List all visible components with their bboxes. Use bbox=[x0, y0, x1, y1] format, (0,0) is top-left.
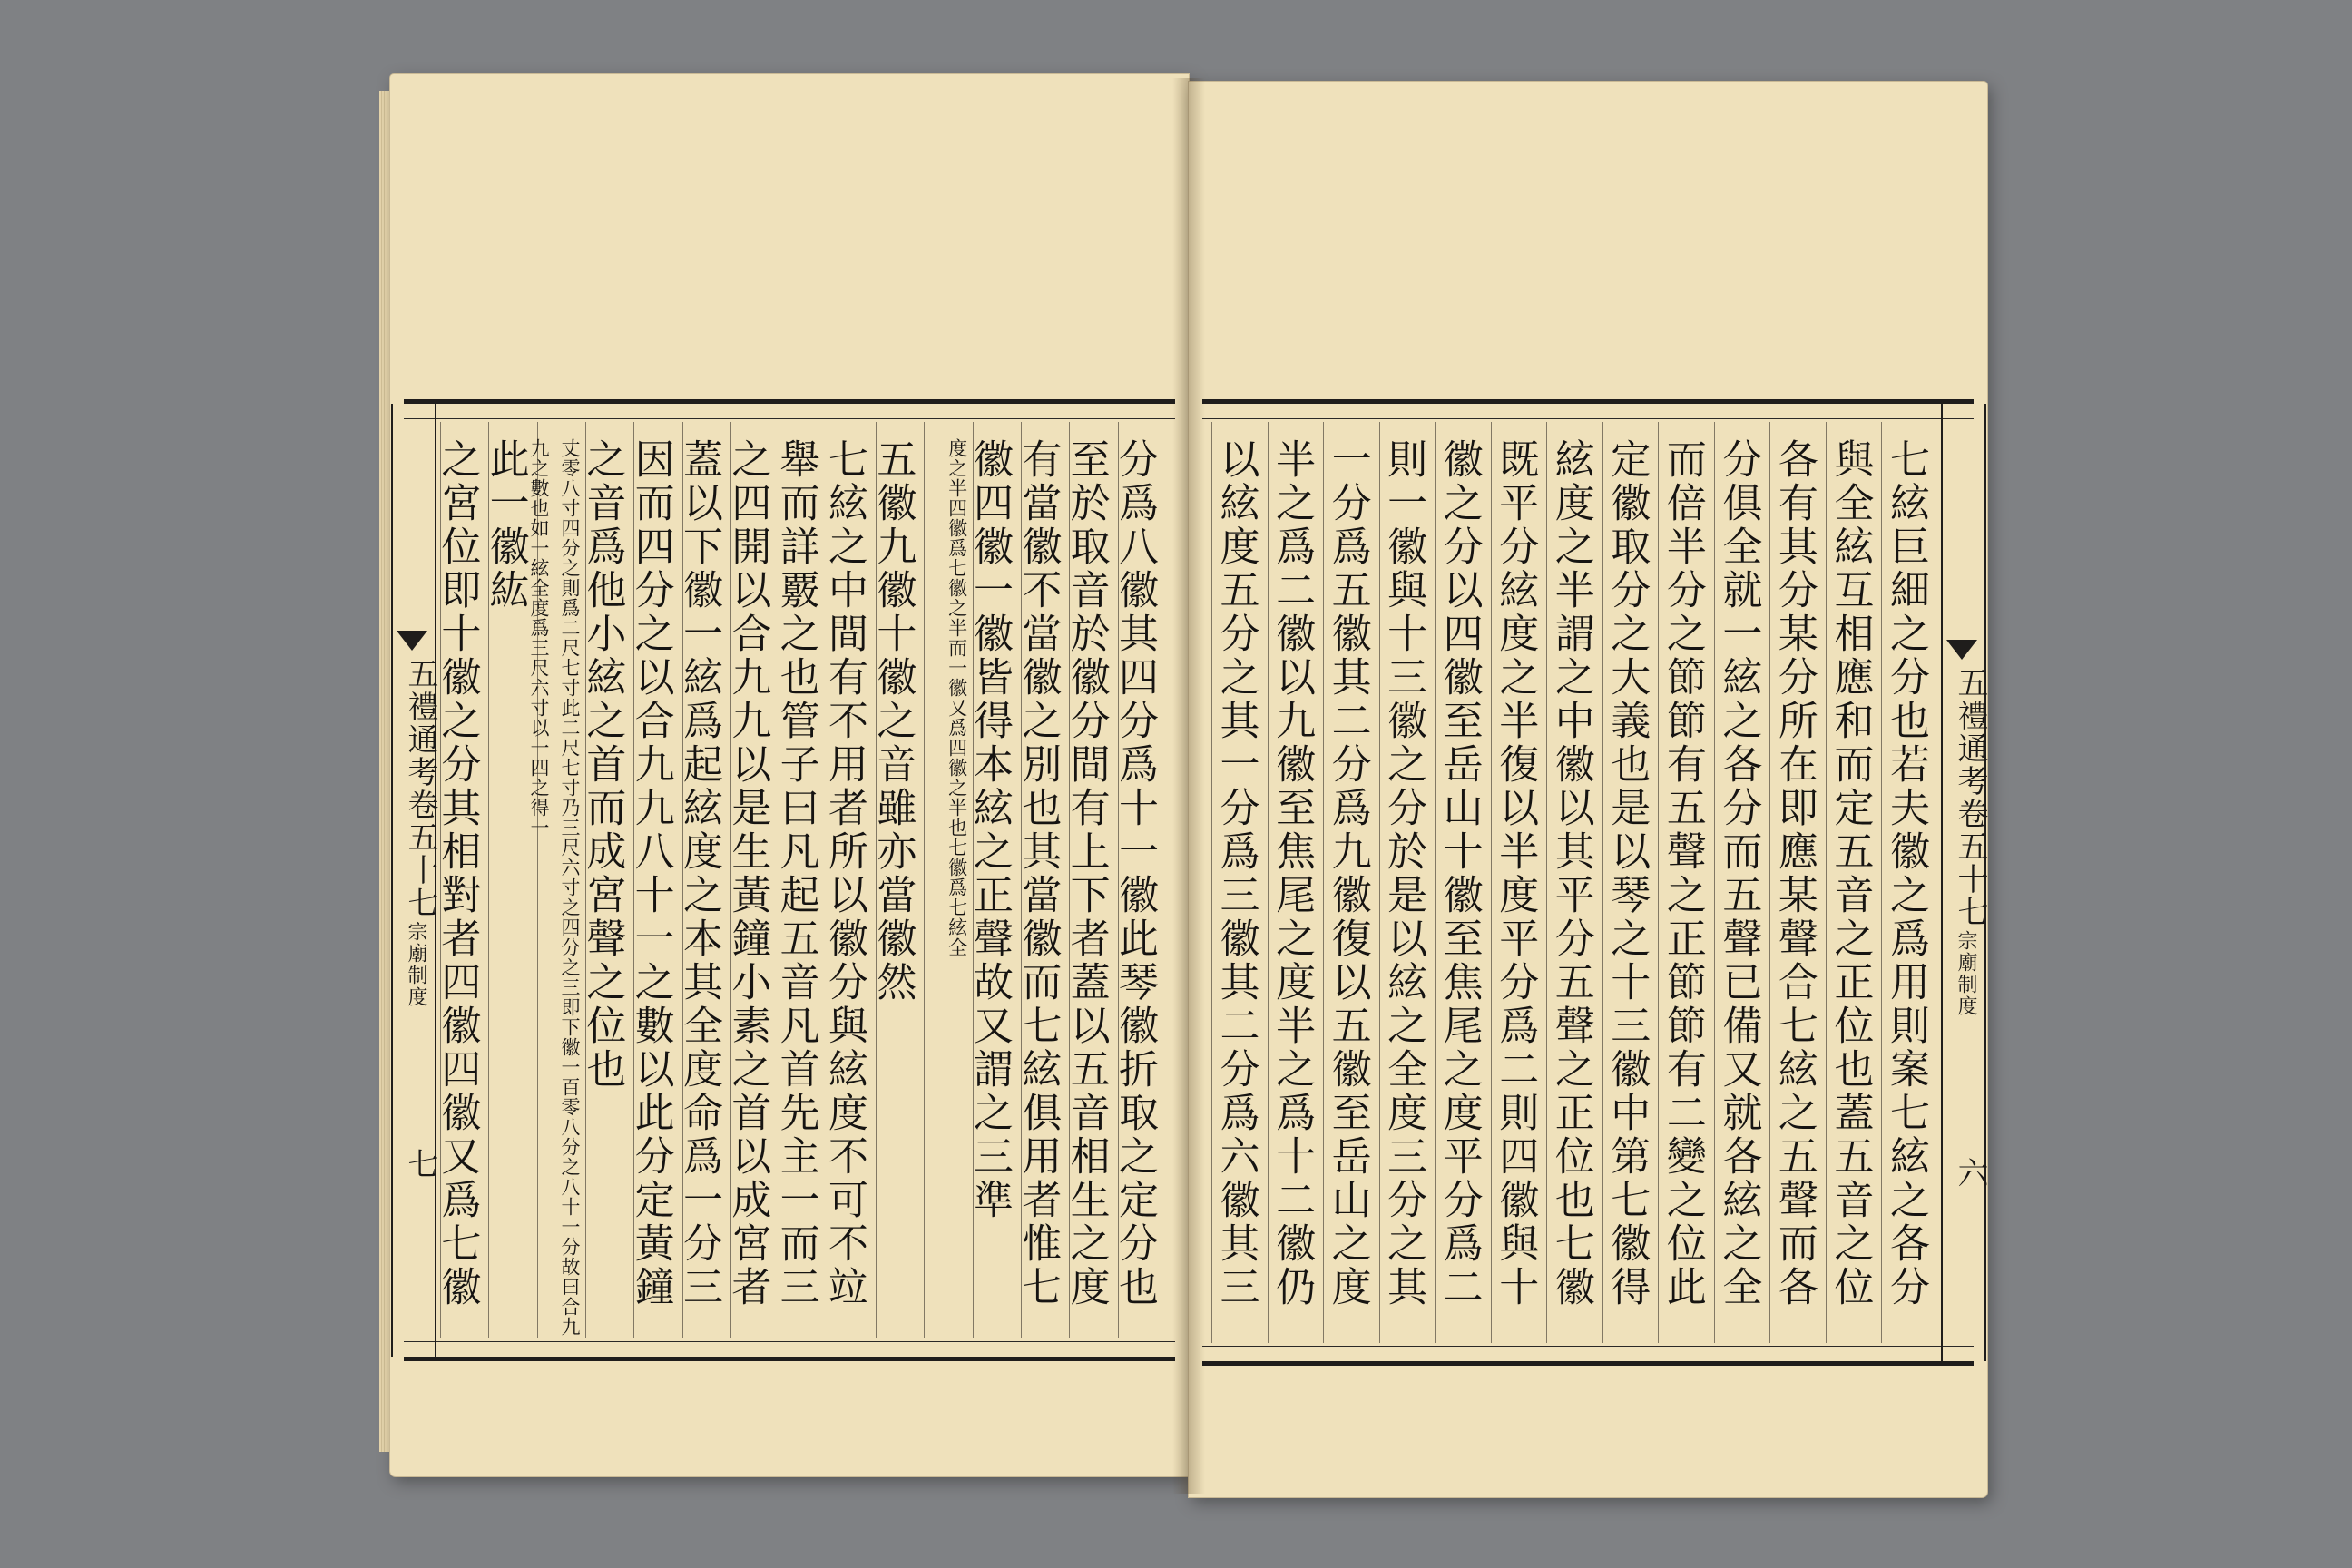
right-strip-title: 五禮通考卷五十七 bbox=[1952, 667, 1988, 928]
text-column: 以絃度五分之其一分爲三徽其二分爲六徽其三 bbox=[1212, 438, 1259, 1309]
column-divider bbox=[1826, 422, 1827, 1343]
text-column: 此一徽紘 bbox=[482, 438, 529, 612]
text-column: 之音爲他小絃之首而成宮聲之位也 bbox=[579, 438, 626, 1092]
column-divider bbox=[682, 422, 683, 1338]
text-column: 之宮位即十徽之分其相對者四徽四徽又爲七徽 bbox=[434, 438, 481, 1309]
column-divider bbox=[973, 422, 974, 1338]
column-divider bbox=[1069, 422, 1070, 1338]
text-column: 舉而詳覈之也管子曰凡起五音凡首先主一而三 bbox=[772, 438, 819, 1309]
column-divider bbox=[730, 422, 731, 1338]
column-divider bbox=[1211, 422, 1212, 1343]
right-text-frame bbox=[1202, 399, 1988, 1366]
left-strip-page: 七 bbox=[402, 1148, 438, 1181]
text-column: 各有其分某分所在即應某聲合七絃之五聲而各 bbox=[1770, 438, 1818, 1309]
text-column: 分爲八徽其四分爲十一徽此琴徽折取之定分也 bbox=[1111, 438, 1158, 1309]
column-divider bbox=[1602, 422, 1603, 1343]
column-divider bbox=[1658, 422, 1659, 1343]
text-column: 度之半四徽爲七徽之半而一徽又爲四徽之半也七徽爲七絃全 bbox=[946, 438, 968, 957]
column-divider bbox=[924, 422, 925, 1338]
text-column: 丈零八寸四分之則爲二尺七寸此二尺七寸乃三尺六寸之四分之三即下徽一百零八分之八十一分故曰合九九之數也如一絃全度爲三尺六寸以一四之得一 bbox=[527, 438, 581, 1337]
text-column: 五徽九徽十徽之音雖亦當徽然 bbox=[869, 438, 916, 1004]
text-column: 蓋以下徽一絃爲起絃度之本其全度命爲一分三 bbox=[675, 438, 722, 1309]
bottom-rule bbox=[1202, 1346, 1974, 1347]
text-column: 之四開以合九九以是生黃鐘小素之首以成宮者 bbox=[724, 438, 771, 1309]
text-column: 定徽取分之大義也是以琴之十三徽中第七徽得 bbox=[1603, 438, 1651, 1309]
text-column: 徽四徽一徽皆得本絃之正聲故又謂之三準 bbox=[965, 438, 1013, 1222]
right-text-columns bbox=[1202, 422, 1974, 1343]
text-column: 七絃之中間有不用者所以徽分與絃度不可不竝 bbox=[820, 438, 867, 1309]
right-center-strip bbox=[1941, 404, 1986, 1361]
book-gutter bbox=[1172, 78, 1205, 1494]
fish-tail-mark bbox=[397, 631, 427, 651]
text-column: 既平分絃度之半復以半度平分爲二則四徽與十 bbox=[1492, 438, 1539, 1309]
left-text-frame bbox=[404, 399, 1175, 1361]
top-rule bbox=[1202, 418, 1974, 419]
column-divider bbox=[1435, 422, 1436, 1343]
column-divider bbox=[1881, 422, 1882, 1343]
right-strip-section: 宗廟制度 bbox=[1955, 930, 1977, 1017]
top-rule bbox=[404, 418, 1175, 419]
text-column: 一分爲五徽其二分爲九徽復以五徽至岳山之度 bbox=[1324, 438, 1371, 1309]
text-column: 至於取音於徽分間有上下者蓋以五音相生之度 bbox=[1063, 438, 1110, 1309]
right-strip-page: 六 bbox=[1952, 1157, 1988, 1190]
column-divider bbox=[488, 422, 489, 1338]
column-divider bbox=[585, 422, 586, 1338]
text-column: 徽之分以四徽至岳山十徽至焦尾之度平分爲二 bbox=[1436, 438, 1483, 1309]
text-column: 分俱全就一絃之各分而五聲已備又就各絃之全 bbox=[1715, 438, 1762, 1309]
text-column: 有當徽不當徽之別也其當徽而七絃俱用者惟七 bbox=[1014, 438, 1062, 1309]
bottom-rule bbox=[404, 1341, 1175, 1342]
column-divider bbox=[1769, 422, 1770, 1343]
text-column: 絃度之半謂之中徽以其平分五聲之正位也七徽 bbox=[1547, 438, 1594, 1309]
text-column: 則一徽與十三徽之分於是以絃之全度三分之其 bbox=[1380, 438, 1427, 1309]
column-divider bbox=[1118, 422, 1119, 1338]
left-strip-section: 宗廟制度 bbox=[405, 921, 427, 1008]
column-divider bbox=[1491, 422, 1492, 1343]
left-center-strip bbox=[391, 404, 436, 1357]
column-divider bbox=[1021, 422, 1022, 1338]
text-column: 七絃巨細之分也若夫徽之爲用則案七絃之各分 bbox=[1882, 438, 1929, 1309]
left-text-columns bbox=[404, 422, 1175, 1338]
text-column: 因而四分之以合九九八十一之數以此分定黃鐘 bbox=[627, 438, 674, 1309]
column-divider bbox=[1546, 422, 1547, 1343]
column-divider bbox=[1323, 422, 1324, 1343]
fish-tail-mark bbox=[1946, 640, 1977, 660]
column-divider bbox=[876, 422, 877, 1338]
column-divider bbox=[1379, 422, 1380, 1343]
text-column: 而倍半分之節節有五聲之正節節有二變之位此 bbox=[1659, 438, 1706, 1309]
left-strip-title: 五禮通考卷五十七 bbox=[402, 658, 438, 919]
column-divider bbox=[633, 422, 634, 1338]
column-divider bbox=[1268, 422, 1269, 1343]
text-column: 半之爲二徽以九徽至焦尾之度半之爲十二徽仍 bbox=[1269, 438, 1316, 1309]
column-divider bbox=[537, 422, 538, 1338]
column-divider bbox=[1714, 422, 1715, 1343]
text-column: 與全絃互相應和而定五音之正位也蓋五音之位 bbox=[1827, 438, 1874, 1309]
